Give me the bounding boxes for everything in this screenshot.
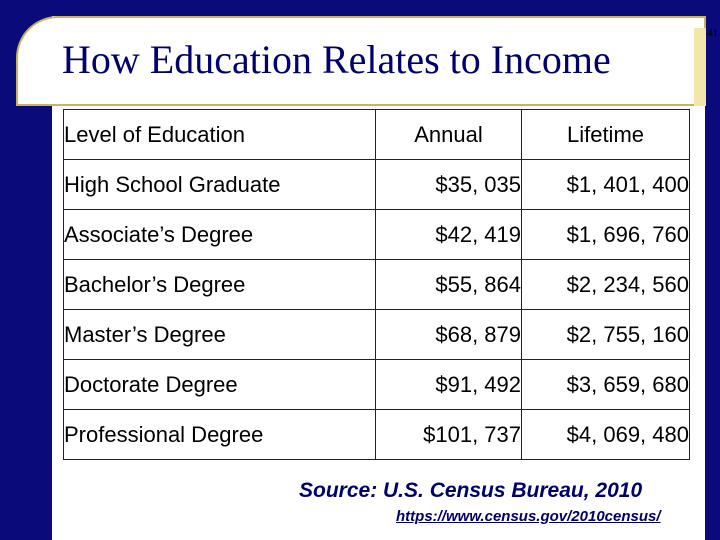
table-row — [64, 260, 690, 310]
cell-lifetime: $2, 234, 560 — [522, 260, 690, 310]
source-citation: Source: U.S. Census Bureau, 2010 — [299, 479, 643, 502]
cell-annual: $55, 864 — [376, 260, 522, 310]
header-annual: Annual — [376, 110, 522, 160]
cell-lifetime: $3, 659, 680 — [522, 360, 690, 410]
cell-level: Master’s Degree — [64, 310, 376, 360]
cell-level: Bachelor’s Degree — [64, 260, 376, 310]
cell-level: High School Graduate — [64, 160, 376, 210]
page-number: 41 — [707, 27, 718, 39]
cell-lifetime: $1, 696, 760 — [522, 210, 690, 260]
header-level: Level of Education — [64, 110, 376, 160]
slide-title: How Education Relates to Income — [62, 37, 611, 82]
table-row — [64, 310, 690, 360]
table-row — [64, 360, 690, 410]
cell-level: Associate’s Degree — [64, 210, 376, 260]
cell-annual: $42, 419 — [376, 210, 522, 260]
table-row — [64, 160, 690, 210]
table-row — [64, 210, 690, 260]
right-band — [705, 0, 720, 540]
cell-lifetime: $4, 069, 480 — [522, 410, 690, 460]
table-header-row — [64, 110, 690, 160]
cell-level: Doctorate Degree — [64, 360, 376, 410]
cell-lifetime: $2, 755, 160 — [522, 310, 690, 360]
cell-level: Professional Degree — [64, 410, 376, 460]
income-table — [63, 109, 690, 460]
census-link[interactable]: https://www.census.gov/2010census/ — [396, 508, 661, 525]
cell-lifetime: $1, 401, 400 — [522, 160, 690, 210]
cell-annual: $35, 035 — [376, 160, 522, 210]
cell-annual: $91, 492 — [376, 360, 522, 410]
cell-annual: $68, 879 — [376, 310, 522, 360]
top-band — [0, 0, 720, 16]
cell-annual: $101, 737 — [376, 410, 522, 460]
table-row — [64, 410, 690, 460]
header-lifetime: Lifetime — [522, 110, 690, 160]
